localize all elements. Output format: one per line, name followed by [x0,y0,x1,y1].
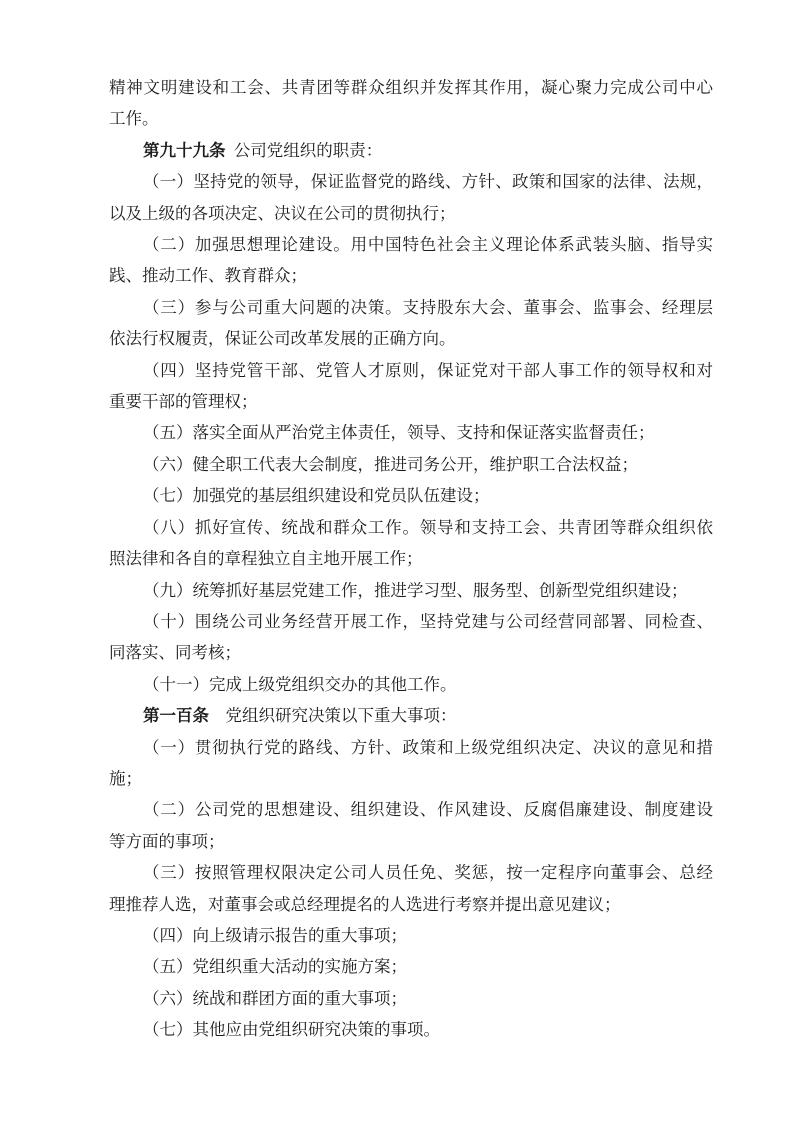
text-line: 精神文明建设和工会、共青团等群众组织并发挥其作用，凝心聚力完成公司中心 [109,78,713,97]
text-line: 照法律和各自的章程独立自主地开展工作； [109,549,423,569]
text-line: 施； [109,768,142,788]
text-line: （九）统筹抓好基层党建工作，推进学习型、服务型、创新型党组织建设； [143,580,688,600]
text-line: （六）健全职工代表大会制度，推进司务公开，维护职工合法权益； [143,454,638,474]
text-line: （十）围绕公司业务经营开展工作，坚持党建与公司经营同部署、同检查、 [143,611,713,631]
text-line: （三）按照管理权限决定公司人员任免、奖惩，按一定程序向董事会、总经 [143,863,713,883]
text-line: （五）落实全面从严治党主体责任，领导、支持和保证落实监督责任； [143,423,655,443]
text-line: 践、推动工作、教育群众； [109,266,307,286]
text-line: （四）向上级请示报告的重大事项； [143,925,407,945]
text-line: 等方面的事项； [109,831,225,851]
text-line: （六）统战和群团方面的重大事项； [143,988,407,1008]
text-line: （七）其他应由党组织研究决策的事项。 [143,1020,440,1040]
text-line: 工作。 [109,109,159,129]
text-line: （五）党组织重大活动的实施方案； [143,957,407,977]
text-line: （一）贯彻执行党的路线、方针、政策和上级党组织决定、决议的意见和措 [143,737,713,757]
text-line: 重要干部的管理权； [109,392,258,412]
text-line: 理推荐人选，对董事会或总经理提名的人选进行考察并提出意见建议； [109,894,621,914]
text-line: （二）公司党的思想建设、组织建设、作风建设、反腐倡廉建设、制度建设 [143,800,713,820]
text-line: （八）抓好宣传、统战和群众工作。领导和支持工会、共青团等群众组织依 [143,517,713,537]
text-line: （四）坚持党管干部、党管人才原则，保证党对干部人事工作的领导权和对 [143,360,713,380]
text-line: （十一）完成上级党组织交办的其他工作。 [143,674,457,694]
article-heading-line [109,700,713,731]
text-line: （一）坚持党的领导，保证监督党的路线、方针、政策和国家的法律、法规， [143,172,713,192]
text-line: （二）加强思想理论建设。用中国特色社会主义理论体系武装头脑、指导实 [143,235,713,255]
text-line: （七）加强党的基层组织建设和党员队伍建设； [143,486,490,506]
article-heading-text: 公司党组织的职责： [225,140,383,160]
text-line: （三）参与公司重大问题的决策。支持股东大会、董事会、监事会、经理层 [143,297,713,317]
text-line: 以及上级的各项决定、决议在公司的贯彻执行； [109,203,456,223]
article-heading-line [109,135,713,166]
text-line: 依法行权履责，保证公司改革发展的正确方向。 [109,329,456,349]
article-number: 第九十九条 [143,140,226,160]
text-line: 同落实、同考核； [109,643,241,663]
article-number: 第一百条 [143,706,209,726]
article-heading-text: 党组织研究决策以下重大事项： [209,706,457,726]
document-content [109,72,713,1046]
